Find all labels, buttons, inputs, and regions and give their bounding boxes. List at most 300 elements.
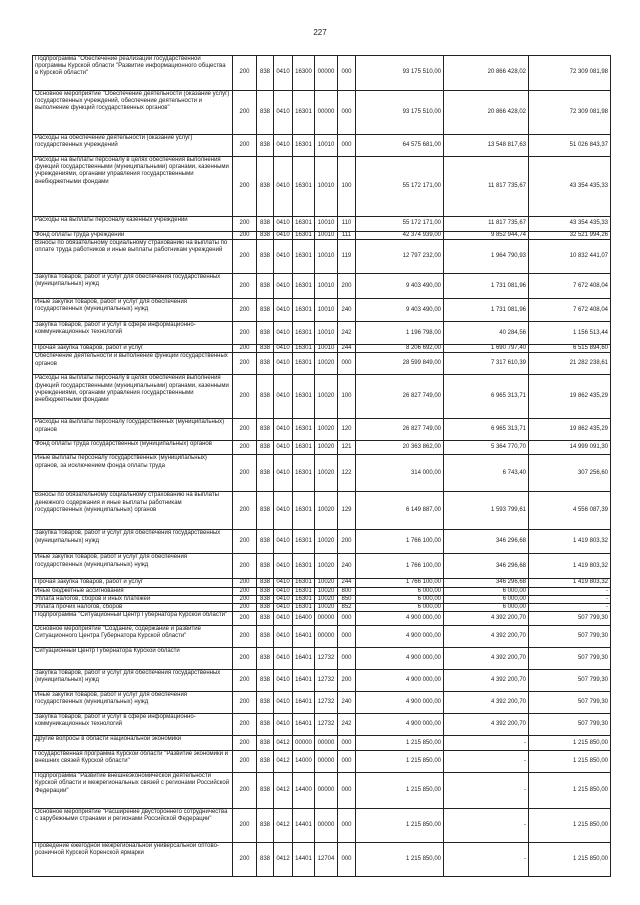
code-expense-type: 240	[338, 692, 356, 714]
code-target-direction: 10020	[315, 579, 338, 587]
amount-executed: 4 392 200,70	[444, 626, 529, 648]
row-name: Ситуационный Центр Губернатора Курской области	[33, 648, 233, 670]
amount-executed: 346 296,68	[444, 579, 529, 587]
code-target-program: 00000	[293, 736, 315, 751]
row-name: Другие вопросы в области национальной экономики	[33, 736, 233, 751]
code-section: 200	[233, 56, 257, 91]
code-section: 200	[233, 455, 257, 492]
amount-remaining: -	[529, 595, 611, 603]
amount-remaining: 1 419 803,32	[529, 554, 611, 579]
amount-approved: 9 403 490,00	[356, 274, 444, 299]
amount-remaining: 1 215 850,00	[529, 773, 611, 809]
amount-remaining: 1 419 803,32	[529, 579, 611, 587]
code-section: 200	[233, 626, 257, 648]
code-ministry: 838	[257, 299, 274, 322]
code-ministry: 838	[257, 670, 274, 692]
code-section: 200	[233, 345, 257, 353]
table-row	[33, 530, 611, 554]
row-name: Закупка товаров, работ и услуг в сфере информационно-коммуникационных технологий	[33, 322, 233, 345]
amount-executed: 4 392 200,70	[444, 714, 529, 736]
code-expense-type: 000	[338, 135, 356, 157]
code-expense-type: 000	[338, 648, 356, 670]
code-ministry: 838	[257, 595, 274, 603]
amount-remaining: 1 215 850,00	[529, 751, 611, 773]
code-expense-type: 100	[338, 157, 356, 217]
page-number: 227	[313, 28, 327, 37]
table-row	[33, 603, 611, 611]
amount-approved: 20 363 862,00	[356, 441, 444, 455]
code-expense-type: 200	[338, 274, 356, 299]
amount-approved: 55 172 171,00	[356, 157, 444, 217]
amount-remaining: 507 799,30	[529, 714, 611, 736]
code-target-direction: 10010	[315, 240, 338, 274]
code-expense-type: 121	[338, 441, 356, 455]
code-target-direction: 00000	[315, 626, 338, 648]
code-section: 200	[233, 91, 257, 135]
amount-approved: 4 900 000,00	[356, 612, 444, 626]
code-target-program: 16301	[293, 587, 315, 595]
table-row	[33, 809, 611, 843]
code-ministry: 838	[257, 714, 274, 736]
row-name: Подпрограмма "Ситуационный Центр Губернатора Курской области"	[33, 612, 233, 626]
amount-remaining: 1 156 513,44	[529, 322, 611, 345]
table-row	[33, 135, 611, 157]
amount-executed: 5 364 770,70	[444, 441, 529, 455]
code-expense-type: 240	[338, 554, 356, 579]
row-name: Государственная программа Курской области "Развитие экономики и внешних связей Курской области"	[33, 751, 233, 773]
amount-executed: 1 964 790,93	[444, 240, 529, 274]
code-target-program: 16301	[293, 492, 315, 530]
code-section: 200	[233, 530, 257, 554]
code-target-program: 16301	[293, 91, 315, 135]
code-section: 200	[233, 692, 257, 714]
row-name: Расходы на выплаты персоналу государственных (муниципальных) органов	[33, 419, 233, 441]
code-ministry: 838	[257, 587, 274, 595]
code-section: 200	[233, 240, 257, 274]
amount-executed: -	[444, 809, 529, 843]
amount-approved: 4 900 000,00	[356, 626, 444, 648]
code-ministry: 838	[257, 530, 274, 554]
code-expense-type: 111	[338, 232, 356, 240]
amount-executed: 1 690 797,40	[444, 345, 529, 353]
row-name: Основное мероприятие "Обеспечение деятельности (оказание услуг) государственных учреждений, обеспечение деятельности и выполнение функций государственных органов"	[33, 91, 233, 135]
code-target-direction: 00000	[315, 91, 338, 135]
code-section: 200	[233, 375, 257, 419]
code-ministry: 838	[257, 157, 274, 217]
amount-remaining: 32 521 994,26	[529, 232, 611, 240]
code-expense-type: 000	[338, 736, 356, 751]
code-target-direction: 10010	[315, 157, 338, 217]
code-section: 200	[233, 809, 257, 843]
code-expense-type: 000	[338, 626, 356, 648]
code-section: 200	[233, 773, 257, 809]
code-target-program: 14401	[293, 843, 315, 877]
code-expense-type: 119	[338, 240, 356, 274]
code-target-program: 16301	[293, 441, 315, 455]
row-name: Расходы на выплаты персоналу в целях обеспечения выполнения функций государственными (муниципальными) органами, казенными учреждениями, органами управления государственными внебюджетными фондами	[33, 375, 233, 419]
row-name: Взносы по обязательному социальному страхованию на выплаты по оплате труда работников и иные выплаты работникам учреждений	[33, 240, 233, 274]
code-expense-type: 000	[338, 91, 356, 135]
code-target-program: 16301	[293, 375, 315, 419]
code-expense-type: 200	[338, 530, 356, 554]
code-target-program: 16401	[293, 714, 315, 736]
budget-table-body	[33, 56, 611, 877]
amount-remaining: 507 799,30	[529, 692, 611, 714]
code-subsection: 0410	[274, 322, 293, 345]
code-target-direction: 00000	[315, 56, 338, 91]
code-section: 200	[233, 595, 257, 603]
code-subsection: 0410	[274, 603, 293, 611]
row-name: Фонд оплаты труда государственных (муниципальных) органов	[33, 441, 233, 455]
row-name: Закупка товаров, работ и услуг в сфере информационно-коммуникационных технологий	[33, 714, 233, 736]
amount-approved: 1 215 850,00	[356, 809, 444, 843]
amount-executed: -	[444, 773, 529, 809]
amount-executed: -	[444, 736, 529, 751]
code-ministry: 838	[257, 554, 274, 579]
code-subsection: 0410	[274, 353, 293, 375]
row-name: Взносы по обязательному социальному страхованию на выплаты денежного содержания и иные выплаты работникам государственных (муниципальных) органов	[33, 492, 233, 530]
table-row	[33, 554, 611, 579]
code-expense-type: 244	[338, 579, 356, 587]
row-name: Расходы на обеспечение деятельности (оказание услуг) государственных учреждений	[33, 135, 233, 157]
code-subsection: 0410	[274, 441, 293, 455]
code-expense-type: 000	[338, 612, 356, 626]
table-row	[33, 240, 611, 274]
amount-remaining: 4 556 087,39	[529, 492, 611, 530]
row-name: Обеспечение деятельности и выполнение функций государственных органов	[33, 353, 233, 375]
code-target-direction: 10020	[315, 603, 338, 611]
amount-approved: 4 900 000,00	[356, 692, 444, 714]
amount-approved: 9 403 490,00	[356, 299, 444, 322]
table-row	[33, 345, 611, 353]
amount-executed: 4 392 200,70	[444, 670, 529, 692]
code-subsection: 0412	[274, 809, 293, 843]
table-row	[33, 353, 611, 375]
code-subsection: 0410	[274, 670, 293, 692]
code-subsection: 0410	[274, 492, 293, 530]
amount-remaining: 10 832 441,07	[529, 240, 611, 274]
code-ministry: 838	[257, 736, 274, 751]
code-subsection: 0412	[274, 751, 293, 773]
amount-approved: 4 900 000,00	[356, 648, 444, 670]
row-name: Фонд оплаты труда учреждений	[33, 232, 233, 240]
code-target-direction: 10010	[315, 217, 338, 232]
amount-executed: 6 000,00	[444, 587, 529, 595]
code-expense-type: 000	[338, 56, 356, 91]
code-target-direction: 12732	[315, 648, 338, 670]
amount-approved: 314 000,00	[356, 455, 444, 492]
amount-approved: 6 000,00	[356, 587, 444, 595]
amount-remaining: 7 672 408,04	[529, 274, 611, 299]
table-row	[33, 375, 611, 419]
code-expense-type: 120	[338, 419, 356, 441]
amount-executed: 11 817 735,67	[444, 217, 529, 232]
code-expense-type: 129	[338, 492, 356, 530]
code-target-direction: 10020	[315, 375, 338, 419]
code-subsection: 0410	[274, 274, 293, 299]
amount-remaining: 19 862 435,29	[529, 419, 611, 441]
amount-approved: 93 175 510,00	[356, 56, 444, 91]
code-target-direction: 00000	[315, 612, 338, 626]
table-row	[33, 56, 611, 91]
amount-executed: 4 392 200,70	[444, 612, 529, 626]
code-target-direction: 10020	[315, 455, 338, 492]
code-ministry: 838	[257, 626, 274, 648]
amount-remaining: 14 999 091,30	[529, 441, 611, 455]
amount-remaining: 43 354 435,33	[529, 217, 611, 232]
amount-remaining: 6 515 894,60	[529, 345, 611, 353]
code-expense-type: 100	[338, 375, 356, 419]
code-target-program: 16401	[293, 670, 315, 692]
code-expense-type: 000	[338, 773, 356, 809]
table-row	[33, 670, 611, 692]
code-subsection: 0410	[274, 375, 293, 419]
code-expense-type: 110	[338, 217, 356, 232]
code-ministry: 838	[257, 843, 274, 877]
code-target-program: 16301	[293, 603, 315, 611]
code-ministry: 838	[257, 603, 274, 611]
code-ministry: 838	[257, 773, 274, 809]
code-target-direction: 10020	[315, 419, 338, 441]
table-row	[33, 492, 611, 530]
table-row	[33, 843, 611, 877]
amount-approved: 93 175 510,00	[356, 91, 444, 135]
code-target-direction: 00000	[315, 773, 338, 809]
table-row	[33, 91, 611, 135]
amount-approved: 26 827 749,00	[356, 419, 444, 441]
row-name: Закупка товаров, работ и услуг для обеспечения государственных (муниципальных) нужд	[33, 274, 233, 299]
code-subsection: 0412	[274, 736, 293, 751]
row-name: Закупка товаров, работ и услуг для обеспечения государственных (муниципальных) нужд	[33, 670, 233, 692]
table-row	[33, 217, 611, 232]
amount-executed: 1 731 081,96	[444, 274, 529, 299]
table-row	[33, 714, 611, 736]
amount-remaining: 72 309 081,98	[529, 91, 611, 135]
code-expense-type: 000	[338, 809, 356, 843]
table-row	[33, 648, 611, 670]
table-row	[33, 441, 611, 455]
code-subsection: 0410	[274, 692, 293, 714]
amount-remaining: 1 419 803,32	[529, 530, 611, 554]
code-target-program: 16301	[293, 595, 315, 603]
amount-approved: 12 797 232,00	[356, 240, 444, 274]
amount-approved: 6 000,00	[356, 603, 444, 611]
code-expense-type: 000	[338, 751, 356, 773]
amount-remaining: 1 215 850,00	[529, 843, 611, 877]
row-name: Основное мероприятие "Расширение двустороннего сотрудничества с зарубежными странами и регионами Российской Федерации"	[33, 809, 233, 843]
amount-approved: 1 215 850,00	[356, 843, 444, 877]
code-subsection: 0410	[274, 554, 293, 579]
code-ministry: 838	[257, 612, 274, 626]
code-target-program: 16401	[293, 648, 315, 670]
code-expense-type: 244	[338, 345, 356, 353]
amount-executed: 7 317 610,39	[444, 353, 529, 375]
code-ministry: 838	[257, 240, 274, 274]
code-ministry: 838	[257, 375, 274, 419]
code-ministry: 838	[257, 809, 274, 843]
amount-executed: 6 000,00	[444, 595, 529, 603]
amount-approved: 1 215 850,00	[356, 736, 444, 751]
code-target-program: 16401	[293, 626, 315, 648]
code-target-program: 16301	[293, 240, 315, 274]
amount-executed: 11 817 735,67	[444, 157, 529, 217]
amount-approved: 55 172 171,00	[356, 217, 444, 232]
amount-executed: 20 866 428,02	[444, 91, 529, 135]
amount-approved: 6 149 887,00	[356, 492, 444, 530]
table-row	[33, 322, 611, 345]
code-ministry: 838	[257, 419, 274, 441]
row-name: Прочая закупка товаров, работ и услуг	[33, 579, 233, 587]
amount-remaining: 507 799,30	[529, 626, 611, 648]
code-subsection: 0410	[274, 345, 293, 353]
table-row	[33, 773, 611, 809]
code-expense-type: 800	[338, 587, 356, 595]
code-subsection: 0410	[274, 232, 293, 240]
amount-executed: 1 593 799,61	[444, 492, 529, 530]
code-ministry: 838	[257, 492, 274, 530]
table-row	[33, 736, 611, 751]
code-subsection: 0410	[274, 56, 293, 91]
amount-executed: 6 000,00	[444, 603, 529, 611]
code-ministry: 838	[257, 579, 274, 587]
amount-approved: 8 206 692,00	[356, 345, 444, 353]
amount-remaining: 72 309 081,98	[529, 56, 611, 91]
code-section: 200	[233, 648, 257, 670]
code-target-program: 14000	[293, 751, 315, 773]
amount-remaining: -	[529, 603, 611, 611]
table-row	[33, 455, 611, 492]
amount-executed: 13 548 817,63	[444, 135, 529, 157]
code-subsection: 0410	[274, 626, 293, 648]
code-expense-type: 242	[338, 714, 356, 736]
code-section: 200	[233, 217, 257, 232]
code-target-direction: 10010	[315, 274, 338, 299]
code-ministry: 838	[257, 692, 274, 714]
code-expense-type: 200	[338, 670, 356, 692]
amount-remaining: 43 354 435,33	[529, 157, 611, 217]
code-ministry: 838	[257, 345, 274, 353]
amount-executed: 1 731 081,96	[444, 299, 529, 322]
row-name: Прочая закупка товаров, работ и услуг	[33, 345, 233, 353]
code-section: 200	[233, 843, 257, 877]
row-name: Расходы на выплаты персоналу в целях обеспечения выполнения функций государственными (муниципальными) органами, казенными учреждениями, органами управления государственными внебюджетными фондами	[33, 157, 233, 217]
amount-executed: -	[444, 751, 529, 773]
table-row	[33, 751, 611, 773]
code-expense-type: 852	[338, 603, 356, 611]
code-section: 200	[233, 612, 257, 626]
code-target-direction: 10010	[315, 135, 338, 157]
code-target-program: 16301	[293, 579, 315, 587]
code-section: 200	[233, 299, 257, 322]
code-target-program: 16301	[293, 299, 315, 322]
code-target-program: 16301	[293, 353, 315, 375]
code-subsection: 0412	[274, 773, 293, 809]
amount-approved: 1 196 798,00	[356, 322, 444, 345]
row-name: Иные закупки товаров, работ и услуг для обеспечения государственных (муниципальных) нужд	[33, 299, 233, 322]
amount-remaining: 507 799,30	[529, 612, 611, 626]
amount-executed: 6 965 313,71	[444, 419, 529, 441]
amount-approved: 1 766 100,00	[356, 530, 444, 554]
code-target-program: 16300	[293, 56, 315, 91]
code-subsection: 0410	[274, 595, 293, 603]
code-expense-type: 122	[338, 455, 356, 492]
amount-remaining: 51 026 843,37	[529, 135, 611, 157]
code-target-program: 16400	[293, 612, 315, 626]
code-subsection: 0410	[274, 299, 293, 322]
amount-remaining: 307 256,60	[529, 455, 611, 492]
row-name: Закупка товаров, работ и услуг для обеспечения государственных (муниципальных) нужд	[33, 530, 233, 554]
code-section: 200	[233, 157, 257, 217]
code-target-direction: 10010	[315, 322, 338, 345]
code-subsection: 0410	[274, 240, 293, 274]
code-expense-type: 000	[338, 353, 356, 375]
code-target-direction: 12732	[315, 670, 338, 692]
table-row	[33, 587, 611, 595]
table-row	[33, 157, 611, 217]
code-ministry: 838	[257, 455, 274, 492]
amount-executed: 40 284,56	[444, 322, 529, 345]
code-subsection: 0410	[274, 714, 293, 736]
amount-remaining: -	[529, 587, 611, 595]
amount-remaining: 7 672 408,04	[529, 299, 611, 322]
code-target-direction: 00000	[315, 751, 338, 773]
code-target-direction: 10020	[315, 595, 338, 603]
amount-remaining: 1 215 850,00	[529, 736, 611, 751]
amount-executed: 9 852 944,74	[444, 232, 529, 240]
code-target-program: 16301	[293, 274, 315, 299]
code-ministry: 838	[257, 353, 274, 375]
code-ministry: 838	[257, 648, 274, 670]
code-target-direction: 10020	[315, 353, 338, 375]
amount-approved: 1 766 100,00	[356, 579, 444, 587]
code-expense-type: 242	[338, 322, 356, 345]
code-target-direction: 10020	[315, 587, 338, 595]
amount-approved: 6 000,00	[356, 595, 444, 603]
code-target-direction: 12704	[315, 843, 338, 877]
code-section: 200	[233, 554, 257, 579]
code-section: 200	[233, 670, 257, 692]
code-section: 200	[233, 274, 257, 299]
code-target-program: 16301	[293, 455, 315, 492]
code-section: 200	[233, 751, 257, 773]
row-name: Подпрограмма "Развитие внешнеэкономической деятельности Курской области и межрегиональных связей с регионами Российской Федерации"	[33, 773, 233, 809]
code-target-direction: 00000	[315, 809, 338, 843]
code-target-program: 14401	[293, 809, 315, 843]
code-target-program: 16301	[293, 345, 315, 353]
row-name: Иные бюджетные ассигнования	[33, 587, 233, 595]
amount-remaining: 1 215 850,00	[529, 809, 611, 843]
amount-executed: -	[444, 843, 529, 877]
code-target-direction: 10020	[315, 530, 338, 554]
code-subsection: 0410	[274, 648, 293, 670]
amount-approved: 64 575 681,00	[356, 135, 444, 157]
amount-approved: 4 900 000,00	[356, 670, 444, 692]
code-ministry: 838	[257, 232, 274, 240]
code-target-direction: 10020	[315, 492, 338, 530]
code-subsection: 0410	[274, 587, 293, 595]
code-section: 200	[233, 587, 257, 595]
row-name: Расходы на выплаты персоналу казенных учреждений	[33, 217, 233, 232]
amount-approved: 1 766 100,00	[356, 554, 444, 579]
code-section: 200	[233, 353, 257, 375]
table-row	[33, 232, 611, 240]
code-section: 200	[233, 492, 257, 530]
code-section: 200	[233, 441, 257, 455]
code-subsection: 0410	[274, 157, 293, 217]
code-subsection: 0410	[274, 135, 293, 157]
table-row	[33, 612, 611, 626]
amount-approved: 42 374 939,00	[356, 232, 444, 240]
